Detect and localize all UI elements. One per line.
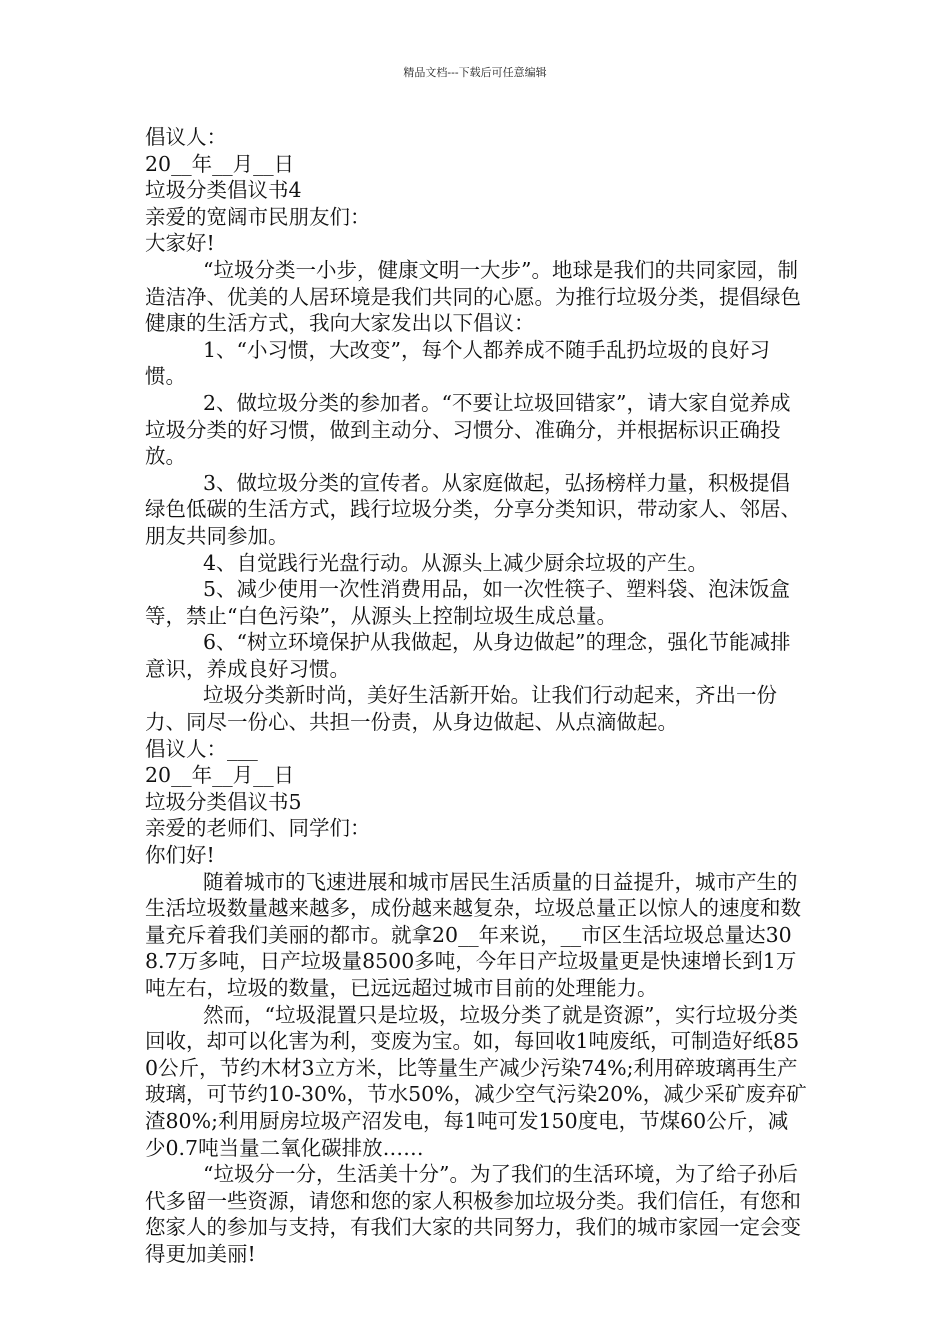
signature-label: 倡议人： [145, 125, 227, 149]
date-line: 20__年__月__日 [145, 763, 295, 788]
paragraph: 4、自觉践行光盘行动。从源头上减少厨余垃圾的产生。 [203, 550, 709, 575]
document-body [145, 124, 807, 1268]
paragraph: 垃圾分类新时尚，美好生活新开始。让我们行动起来，齐出一份力、同尽一份心、共担一份责，从身边做起、从点滴做起。 [145, 683, 777, 735]
paragraph: “垃圾分类一小步，健康文明一大步”。地球是我们的共同家园，制造洁净、优美的人居环境是我们共同的心愿。为推行垃圾分类，提倡绿色健康的生活方式，我向大家发出以下倡议： [145, 257, 801, 336]
paragraph: 然而，“垃圾混置只是垃圾，垃圾分类了就是资源”，实行垃圾分类回收，却可以化害为利，变废为宝。如，每回收1吨废纸，可制造好纸850公斤，节约木材3立方米，比等量生产减少污染74%;利用碎玻璃再生产玻璃，可节约10-30%，节水50%，减少空气污染20%，减少采矿废弃矿渣80%;利用厨房垃圾产沼发电，每1吨可发150度电，节煤60公斤，减少0.7吨当量二氧化碳排放…… [145, 1002, 807, 1160]
page-header: 精品文档---下载后可任意编辑 [403, 66, 547, 79]
section-title: 垃圾分类倡议书5 [145, 789, 302, 814]
paragraph: 2、做垃圾分类的参加者。“不要让垃圾回错家”，请大家自觉养成垃圾分类的好习惯，做到主动分、习惯分、准确分，并根据标识正确投放。 [145, 390, 791, 469]
paragraph: 随着城市的飞速进展和城市居民生活质量的日益提升，城市产生的生活垃圾数量越来越多，成份越来越复杂，垃圾总量正以惊人的速度和数量充斥着我们美丽的都市。就拿20__年来说，__市区生活垃圾总量达308.7万多吨，日产垃圾量8500多吨，今年日产垃圾量更是快速增长到1万吨左右，垃圾的数量，已远远超过城市目前的处理能力。 [145, 869, 801, 1000]
greeting: 大家好! [145, 231, 215, 256]
paragraph: 1、“小习惯，大改变”，每个人都养成不随手乱扔垃圾的良好习惯。 [145, 337, 771, 389]
paragraph: 5、减少使用一次性消费用品，如一次性筷子、塑料袋、泡沫饭盒等，禁止“白色污染”，从源头上控制垃圾生成总量。 [145, 577, 791, 628]
salutation: 亲爱的老师们、同学们： [145, 816, 371, 841]
paragraph: “垃圾分一分，生活美十分”。为了我们的生活环境，为了给子孙后代多留一些资源，请您和您的家人积极参加垃圾分类。我们信任，有您和您家人的参加与支持，有我们大家的共同努力，我们的城市家园一定会变得更加美丽! [145, 1162, 801, 1266]
date-line: 20__年__月__日 [145, 151, 295, 176]
paragraph: 6、“树立环境保护从我做起，从身边做起”的理念，强化节能减排意识，养成良好习惯。 [145, 630, 791, 681]
greeting: 你们好! [145, 843, 215, 868]
paragraph: 3、做垃圾分类的宣传者。从家庭做起，弘扬榜样力量，积极提倡绿色低碳的生活方式，践行垃圾分类，分享分类知识，带动家人、邻居、朋友共同参加。 [145, 470, 801, 548]
signature-label: 倡议人：___ [145, 736, 258, 761]
salutation: 亲爱的宽阔市民朋友们： [145, 204, 371, 229]
section-title: 垃圾分类倡议书4 [145, 178, 302, 203]
